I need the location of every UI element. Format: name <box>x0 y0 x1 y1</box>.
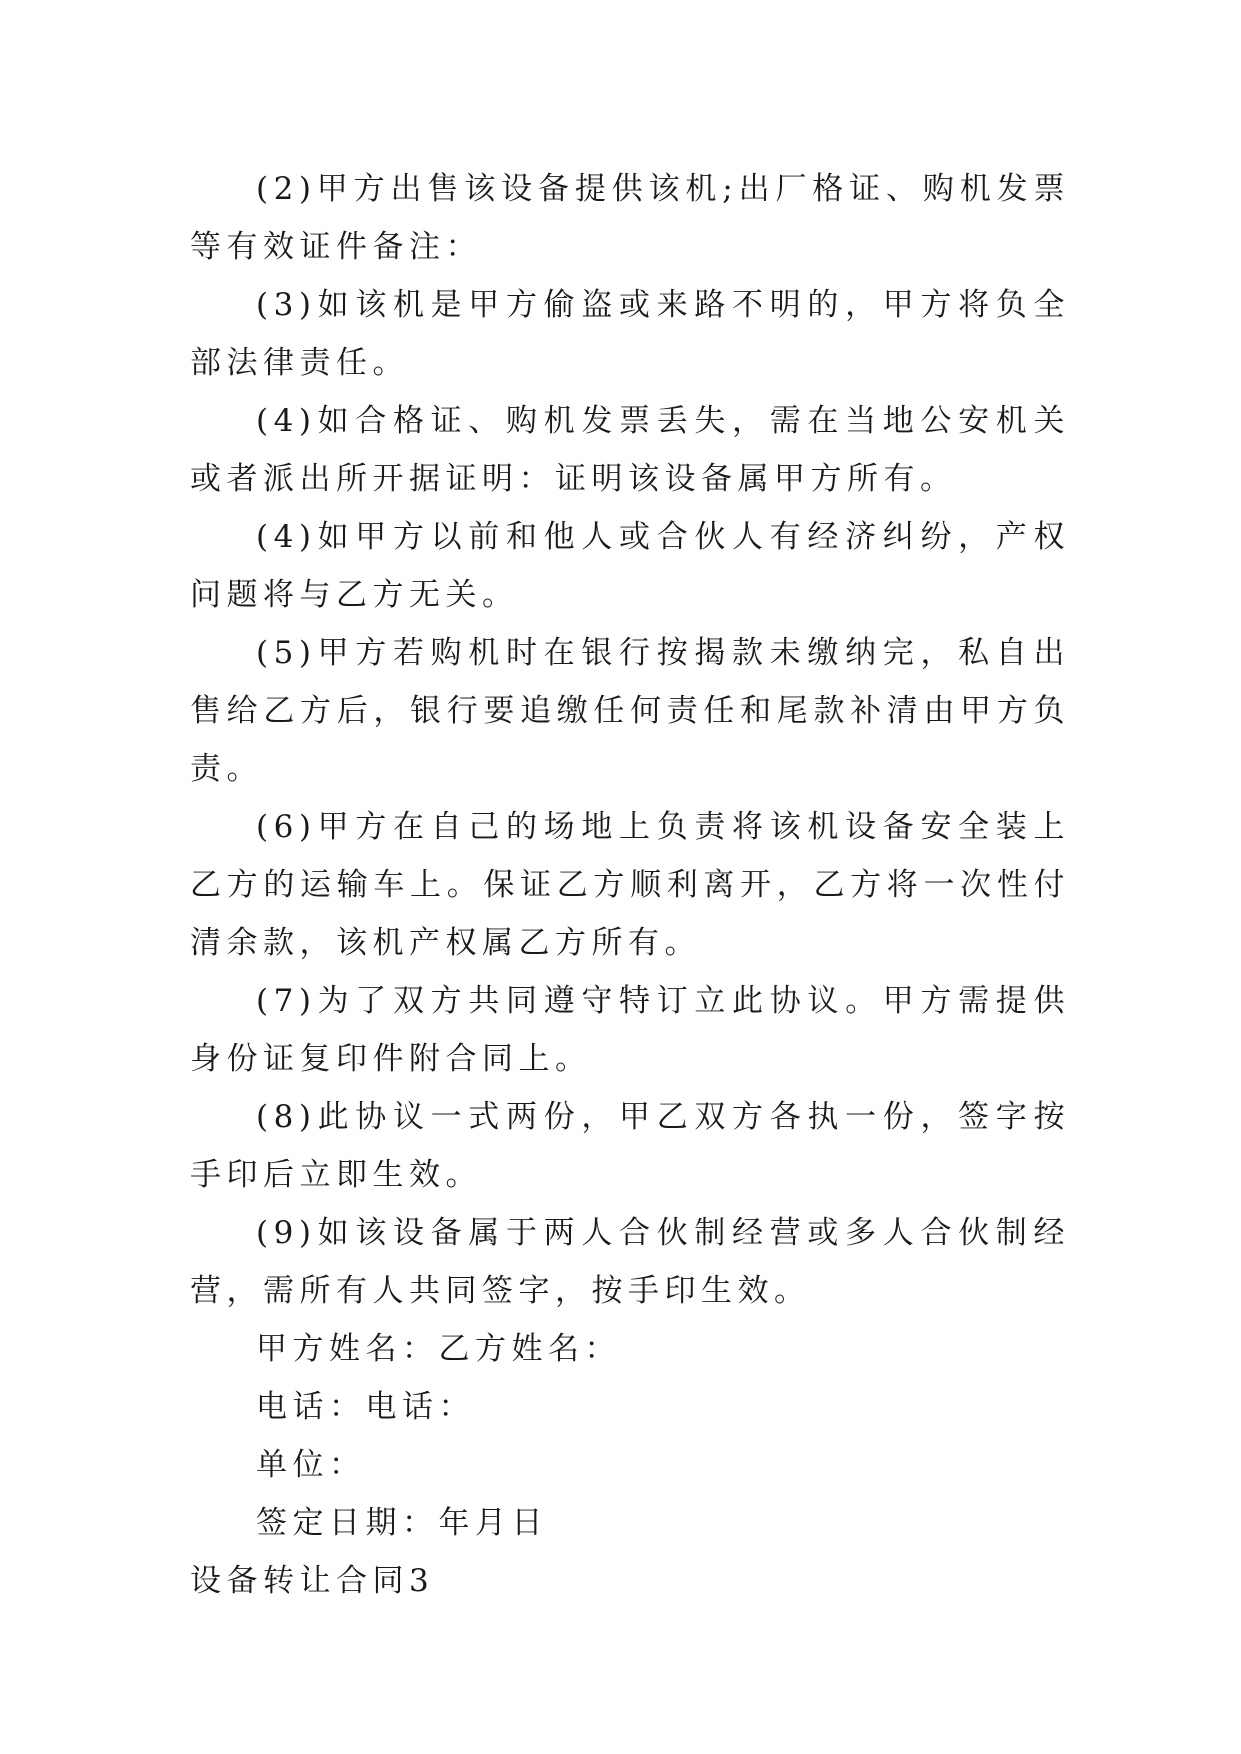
clause-7: (7)为了双方共同遵守特订立此协议。甲方需提供身份证复印件附合同上。 <box>190 983 1070 1077</box>
clause-4-certificate-loss: (4)如合格证、购机发票丢失，需在当地公安机关或者派出所开据证明：证明该设备属甲方所有。 <box>190 403 1070 497</box>
signature-phones: 电话：电话： <box>256 1389 475 1425</box>
signature-unit: 单位： <box>256 1447 366 1483</box>
clause-5: (5)甲方若购机时在银行按揭款未缴纳完，私自出售给乙方后，银行要追缴任何责任和尾款补清由甲方负责。 <box>190 635 1070 787</box>
clause-8: (8)此协议一式两份，甲乙双方各执一份，签字按手印后立即生效。 <box>190 1099 1070 1193</box>
next-section-title: 设备转让合同3 <box>190 1563 435 1599</box>
clause-3: (3)如该机是甲方偷盗或来路不明的，甲方将负全部法律责任。 <box>190 287 1070 381</box>
signature-names: 甲方姓名：乙方姓名： <box>256 1331 621 1367</box>
document-body <box>190 160 1070 1610</box>
signature-date: 签定日期：年月日 <box>256 1505 548 1541</box>
clause-9: (9)如该设备属于两人合伙制经营或多人合伙制经营，需所有人共同签字，按手印生效。 <box>190 1215 1070 1309</box>
clause-2: (2)甲方出售该设备提供该机;出厂格证、购机发票等有效证件备注： <box>190 171 1070 265</box>
clause-6: (6)甲方在自己的场地上负责将该机设备安全装上乙方的运输车上。保证乙方顺利离开，乙方将一次性付清余款，该机产权属乙方所有。 <box>190 809 1070 961</box>
clause-4-disputes: (4)如甲方以前和他人或合伙人有经济纠纷，产权问题将与乙方无关。 <box>190 519 1070 613</box>
